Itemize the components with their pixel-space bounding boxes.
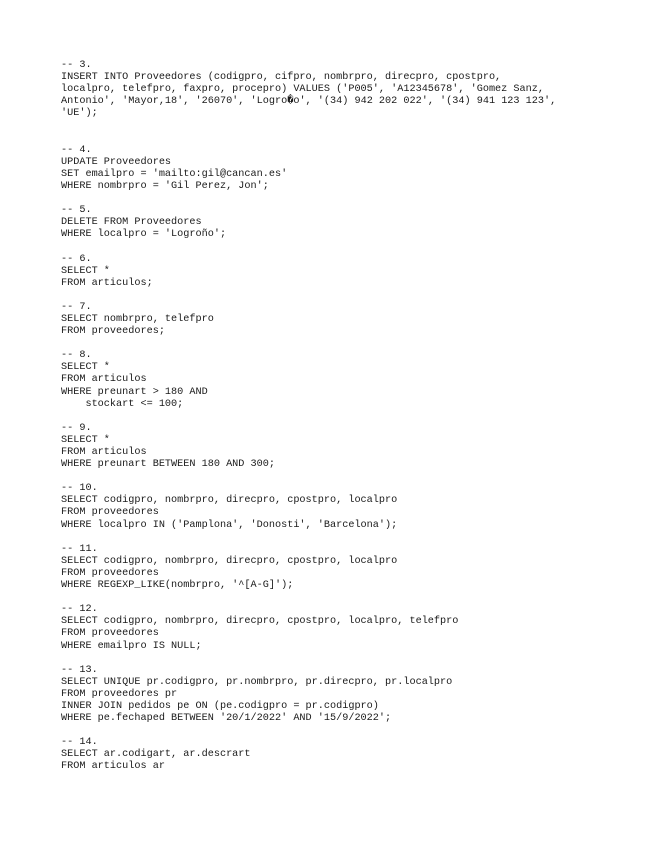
sql-code-line: SELECT UNIQUE pr.codigpro, pr.nombrpro, pr.direcpro, pr.localpro: [61, 676, 453, 688]
sql-code-line: FROM articulos: [61, 374, 147, 386]
sql-block-q13: [61, 665, 641, 725]
sql-comment-line: -- 4.: [61, 144, 92, 156]
sql-comment-line: -- 3.: [61, 60, 92, 71]
sql-code-line: WHERE pe.fechaped BETWEEN '20/1/2022' AND '15/9/2022';: [61, 713, 392, 725]
sql-block-q12: [61, 604, 641, 652]
sql-comment-line: -- 7.: [61, 301, 92, 313]
sql-block-q8: [61, 350, 641, 410]
sql-code-line: FROM proveedores: [61, 628, 159, 640]
sql-block-q14: [61, 737, 641, 773]
sql-code-line: SELECT codigpro, nombrpro, direcpro, cpostpro, localpro: [61, 555, 398, 567]
sql-comment-line: -- 5.: [61, 205, 92, 217]
sql-block-q5: [61, 205, 641, 241]
sql-code-line: localpro, telefpro, faxpro, procepro) VALUES ('P005', 'A12345678', 'Gomez Sanz,: [61, 84, 544, 96]
sql-block-q9: [61, 423, 641, 471]
sql-block-q7: [61, 302, 641, 338]
sql-code-line: FROM proveedores: [61, 507, 159, 519]
sql-code-line: SELECT *: [61, 434, 110, 446]
sql-code-line: WHERE preunart > 180 AND: [61, 386, 208, 398]
sql-block-q6: [61, 254, 641, 290]
sql-block-q4: [61, 145, 641, 193]
sql-code-line: FROM articulos ar: [61, 761, 165, 773]
sql-code-line: UPDATE Proveedores: [61, 156, 172, 168]
sql-comment-line: -- 12.: [61, 604, 98, 616]
sql-code-line: SELECT nombrpro, telefpro: [61, 313, 214, 325]
sql-code-listing: [61, 60, 641, 786]
sql-code-line: INSERT INTO Proveedores (codigpro, cifpro, nombrpro, direcpro, cpostpro,: [61, 72, 502, 84]
sql-code-line: SELECT *: [61, 265, 110, 277]
sql-comment-line: -- 14.: [61, 737, 98, 749]
sql-code-line: DELETE FROM Proveedores: [61, 217, 202, 229]
sql-code-line: Antonio', 'Mayor,18', '26070', 'Logro�o', '(34) 942 202 022', '(34) 941 123 123',: [61, 96, 557, 108]
sql-code-line: WHERE localpro = 'Logroño';: [61, 229, 227, 241]
sql-code-line: WHERE REGEXP_LIKE(nombrpro, '^[A-G]');: [61, 580, 294, 592]
sql-comment-line: -- 9.: [61, 422, 92, 434]
sql-code-line: WHERE preunart BETWEEN 180 AND 300;: [61, 459, 275, 471]
sql-block-q11: [61, 544, 641, 592]
sql-code-line: SELECT ar.codigart, ar.descrart: [61, 749, 251, 761]
sql-comment-line: -- 10.: [61, 483, 98, 495]
sql-comment-line: -- 8.: [61, 350, 92, 362]
sql-block-q10: [61, 483, 641, 531]
sql-block-q3: [61, 60, 641, 120]
sql-code-line: WHERE emailpro IS NULL;: [61, 640, 202, 652]
sql-code-line: SELECT codigpro, nombrpro, direcpro, cpostpro, localpro, telefpro: [61, 616, 459, 628]
sql-code-line: WHERE nombrpro = 'Gil Perez, Jon';: [61, 180, 269, 192]
sql-code-line: FROM articulos: [61, 447, 147, 458]
sql-code-line: SELECT codigpro, nombrpro, direcpro, cpostpro, localpro: [61, 495, 398, 507]
sql-code-line: FROM articulos;: [61, 277, 153, 289]
sql-code-line: FROM proveedores;: [61, 326, 165, 338]
sql-code-line: FROM proveedores: [61, 567, 159, 579]
sql-comment-line: -- 11.: [61, 543, 98, 555]
sql-code-line: FROM proveedores pr: [61, 688, 178, 700]
sql-code-line: SELECT *: [61, 362, 110, 374]
sql-code-line: SET emailpro = 'mailto:gil@cancan.es': [61, 168, 288, 180]
sql-code-line: stockart <= 100;: [61, 398, 184, 410]
sql-code-line: WHERE localpro IN ('Pamplona', 'Donosti', 'Barcelona');: [61, 519, 398, 531]
sql-comment-line: -- 6.: [61, 253, 92, 265]
sql-code-line: INNER JOIN pedidos pe ON (pe.codigpro = pr.codigpro): [61, 700, 379, 712]
sql-code-line: 'UE');: [61, 108, 98, 120]
sql-comment-line: -- 13.: [61, 664, 98, 676]
